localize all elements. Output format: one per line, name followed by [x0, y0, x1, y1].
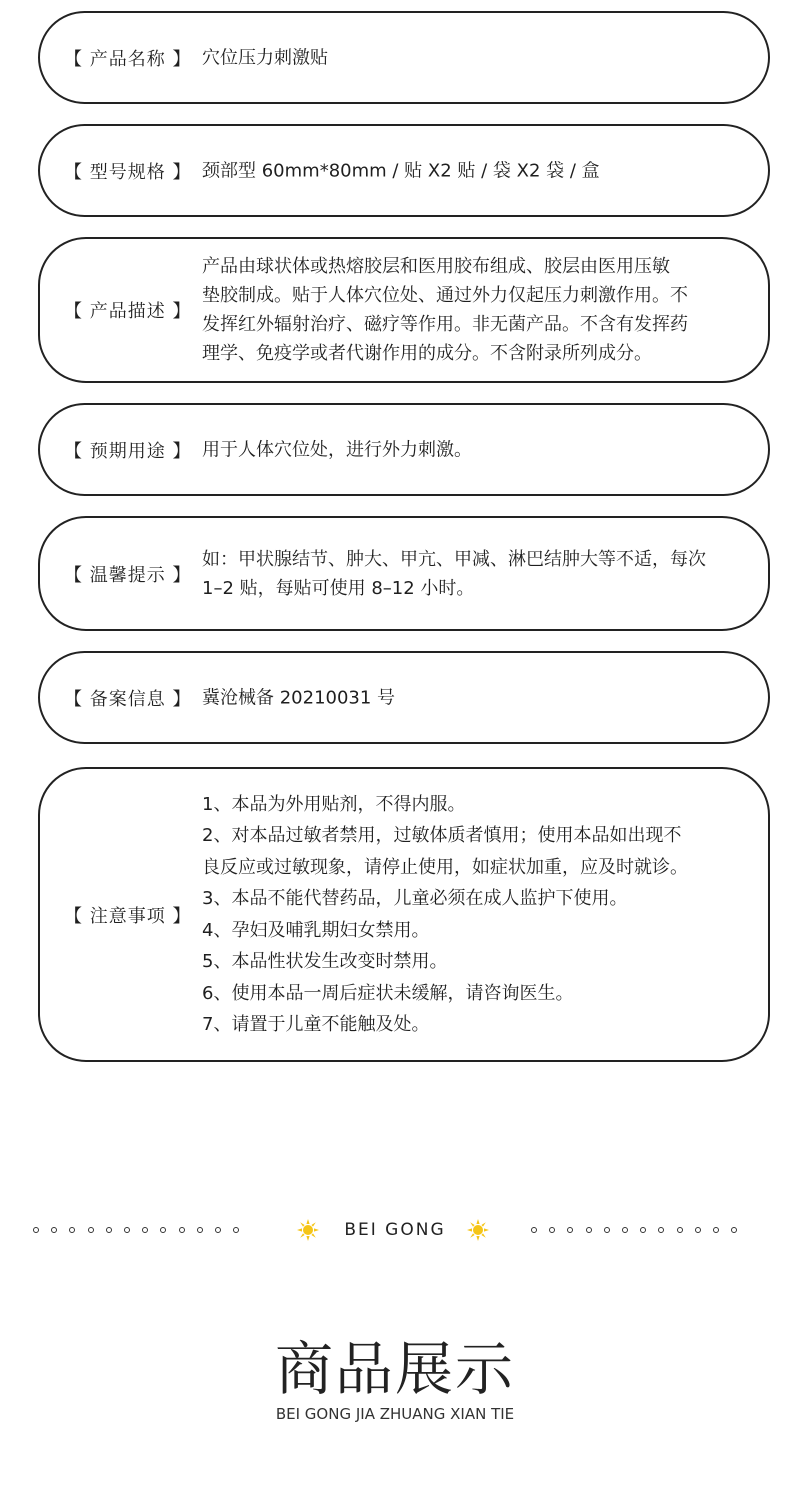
dot-ornament: [197, 1227, 203, 1233]
showcase-title: 商品展示: [274, 1335, 515, 1403]
dot-ornament: [33, 1227, 39, 1233]
dot-ornament: [731, 1227, 737, 1233]
dot-ornament: [640, 1227, 646, 1233]
notes-item: 2、对本品过敏者禁用，过敏体质者慎用；使用本品如出现不: [202, 825, 682, 846]
dot-ornament: [713, 1227, 719, 1233]
notes-item: 良反应或过敏现象，请停止使用，如症状加重，应及时就诊。: [202, 856, 688, 878]
dot-ornament: [531, 1227, 537, 1233]
notes-card: [38, 767, 770, 1062]
dots-left: [33, 1227, 239, 1233]
dot-ornament: [695, 1227, 701, 1233]
brand-name: BEI GONG: [344, 1220, 446, 1240]
showcase-subtitle: BEI GONG JIA ZHUANG XIAN TIE: [275, 1405, 515, 1423]
model-spec-value: 颈部型 60mm*80mm / 贴 X2 贴 / 袋 X2 袋 / 盒: [202, 160, 600, 181]
description-card: [38, 237, 770, 383]
notes-item: 7、请置于儿童不能触及处。: [202, 1014, 430, 1035]
tips-label: 【 温馨提示 】: [64, 564, 192, 586]
intended-use-value: 用于人体穴位处，进行外力刺激。: [202, 439, 472, 460]
model-spec-card: [38, 124, 770, 217]
tips-card: [38, 516, 770, 631]
notes-item: 6、使用本品一周后症状未缓解，请咨询医生。: [202, 982, 574, 1004]
notes-list: [202, 789, 760, 1041]
registration-value: 冀沧械备 20210031 号: [202, 687, 396, 708]
notes-item: 4、孕妇及哺乳期妇女禁用。: [202, 919, 430, 941]
dot-ornament: [142, 1227, 148, 1233]
dot-ornament: [51, 1227, 57, 1233]
dot-ornament: [622, 1227, 628, 1233]
product-name-label: 【 产品名称 】: [64, 48, 192, 70]
dot-ornament: [233, 1227, 239, 1233]
dots-right: [531, 1227, 737, 1233]
notes-item: 3、本品不能代替药品，儿童必须在成人监护下使用。: [202, 888, 628, 909]
notes-item: 5、本品性状发生改变时禁用。: [202, 951, 448, 972]
dot-ornament: [677, 1227, 683, 1233]
product-name-card: [38, 11, 770, 104]
dot-ornament: [549, 1227, 555, 1233]
description-line: 发挥红外辐射治疗、磁疗等作用。非无菌产品。不含有发挥药: [202, 314, 688, 335]
dot-ornament: [69, 1227, 75, 1233]
dot-ornament: [106, 1227, 112, 1233]
brand-divider: [0, 1217, 790, 1247]
dot-ornament: [604, 1227, 610, 1233]
dot-ornament: [88, 1227, 94, 1233]
intended-use-label: 【 预期用途 】: [64, 440, 192, 462]
dot-ornament: [567, 1227, 573, 1233]
dot-ornament: [160, 1227, 166, 1233]
notes-item: 1、本品为外用贴剂，不得内服。: [202, 793, 466, 815]
notes-label: 【 注意事项 】: [64, 905, 192, 927]
tips-text: [202, 545, 744, 603]
description-line: 垫胶制成。贴于人体穴位处、通过外力仅起压力刺激作用。不: [202, 285, 688, 306]
dot-ornament: [124, 1227, 130, 1233]
dot-ornament: [179, 1227, 185, 1233]
dot-ornament: [215, 1227, 221, 1233]
dot-ornament: [586, 1227, 592, 1233]
model-spec-label: 【 型号规格 】: [64, 161, 192, 183]
description-label: 【 产品描述 】: [64, 301, 192, 322]
registration-card: [38, 651, 770, 744]
tips-line: 如：甲状腺结节、肿大、甲亢、甲减、淋巴结肿大等不适，每次: [202, 548, 706, 570]
description-line: 理学、免疫学或者代谢作用的成分。不含附录所列成分。: [202, 343, 652, 364]
sun-icon: [467, 1219, 489, 1241]
tips-line: 1–2 贴，每贴可使用 8–12 小时。: [202, 577, 475, 599]
description-line: 产品由球状体或热熔胶层和医用胶布组成、胶层由医用压敏: [202, 256, 670, 277]
description-text: [202, 252, 744, 368]
product-name-value: 穴位压力刺激贴: [202, 47, 328, 68]
dot-ornament: [658, 1227, 664, 1233]
registration-label: 【 备案信息 】: [64, 688, 192, 710]
intended-use-card: [38, 403, 770, 496]
